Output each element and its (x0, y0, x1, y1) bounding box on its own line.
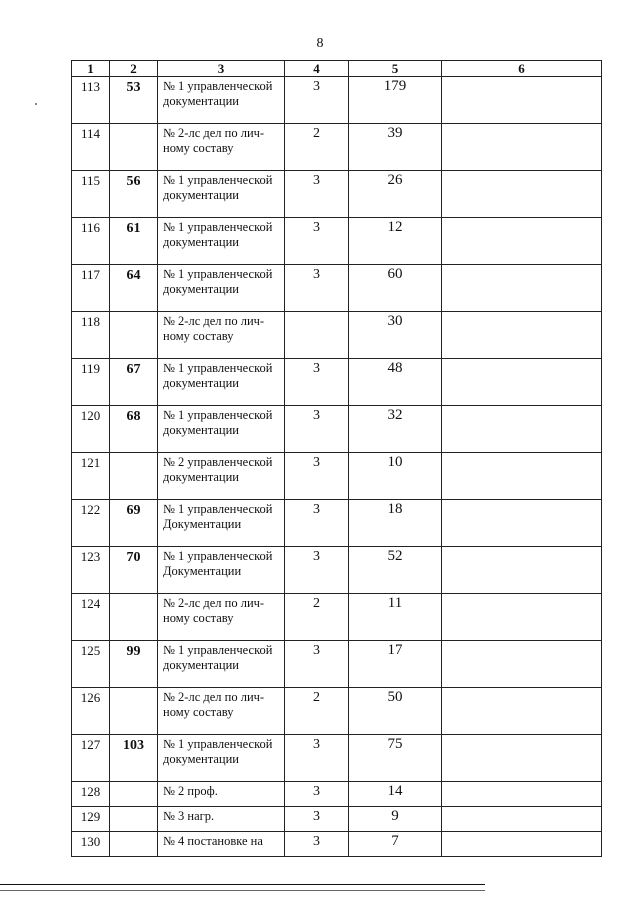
note-cell (442, 406, 602, 453)
table-row (72, 688, 602, 735)
row-number-cell: 120 (72, 406, 110, 453)
fund-number-cell: 103 (110, 735, 158, 782)
table-header-row (72, 61, 602, 77)
fund-number-cell (110, 807, 158, 832)
inventory-name-cell: № 2 проф. (158, 782, 285, 807)
column-header-5: 5 (349, 61, 442, 77)
fund-number-cell (110, 594, 158, 641)
inventory-name-cell: № 1 управленческой документации (158, 171, 285, 218)
file-count-cell: 50 (349, 688, 442, 735)
inventory-name-cell: № 1 управленческой документации (158, 735, 285, 782)
row-number-cell: 114 (72, 124, 110, 171)
table-body (72, 77, 602, 857)
note-cell (442, 312, 602, 359)
archive-table (71, 60, 602, 857)
fund-number-cell: 99 (110, 641, 158, 688)
row-number-cell: 123 (72, 547, 110, 594)
storage-period-cell: 3 (285, 406, 349, 453)
row-number-cell: 121 (72, 453, 110, 500)
bottom-divider (0, 884, 485, 885)
fund-number-cell (110, 453, 158, 500)
inventory-name-cell: № 1 управленческой документации (158, 218, 285, 265)
fund-number-cell (110, 124, 158, 171)
file-count-cell: 52 (349, 547, 442, 594)
file-count-cell: 179 (349, 77, 442, 124)
storage-period-cell: 3 (285, 265, 349, 312)
note-cell (442, 171, 602, 218)
storage-period-cell: 3 (285, 807, 349, 832)
inventory-name-cell: № 3 нагр. (158, 807, 285, 832)
file-count-cell: 14 (349, 782, 442, 807)
row-number-cell: 124 (72, 594, 110, 641)
storage-period-cell: 2 (285, 124, 349, 171)
bottom-divider-thin (0, 890, 485, 891)
file-count-cell: 9 (349, 807, 442, 832)
row-number-cell: 113 (72, 77, 110, 124)
file-count-cell: 18 (349, 500, 442, 547)
file-count-cell: 75 (349, 735, 442, 782)
table-row (72, 807, 602, 832)
row-number-cell: 125 (72, 641, 110, 688)
fund-number-cell: 67 (110, 359, 158, 406)
column-header-2: 2 (110, 61, 158, 77)
file-count-cell: 11 (349, 594, 442, 641)
row-number-cell: 119 (72, 359, 110, 406)
inventory-name-cell: № 2-лс дел по лич-ному составу (158, 312, 285, 359)
row-number-cell: 115 (72, 171, 110, 218)
table-row (72, 265, 602, 312)
file-count-cell: 26 (349, 171, 442, 218)
table-row (72, 171, 602, 218)
page-number: 8 (316, 36, 324, 51)
column-header-1: 1 (72, 61, 110, 77)
note-cell (442, 594, 602, 641)
file-count-cell: 60 (349, 265, 442, 312)
storage-period-cell: 3 (285, 641, 349, 688)
row-number-cell: 117 (72, 265, 110, 312)
fund-number-cell: 61 (110, 218, 158, 265)
note-cell (442, 124, 602, 171)
row-number-cell: 126 (72, 688, 110, 735)
note-cell (442, 688, 602, 735)
storage-period-cell: 3 (285, 500, 349, 547)
column-header-4: 4 (285, 61, 349, 77)
row-number-cell: 127 (72, 735, 110, 782)
inventory-name-cell: № 1 управленческой Документации (158, 500, 285, 547)
note-cell (442, 218, 602, 265)
storage-period-cell: 3 (285, 218, 349, 265)
fund-number-cell (110, 832, 158, 857)
inventory-name-cell: № 2-лс дел по лич-ному составу (158, 594, 285, 641)
note-cell (442, 807, 602, 832)
note-cell (442, 265, 602, 312)
fund-number-cell: 53 (110, 77, 158, 124)
fund-number-cell (110, 312, 158, 359)
file-count-cell: 7 (349, 832, 442, 857)
table-row (72, 500, 602, 547)
note-cell (442, 547, 602, 594)
fund-number-cell: 68 (110, 406, 158, 453)
table-row (72, 312, 602, 359)
fund-number-cell: 70 (110, 547, 158, 594)
row-number-cell: 118 (72, 312, 110, 359)
file-count-cell: 39 (349, 124, 442, 171)
table-row (72, 77, 602, 124)
table-row (72, 735, 602, 782)
inventory-name-cell: № 2 управленческой документации (158, 453, 285, 500)
storage-period-cell: 2 (285, 688, 349, 735)
note-cell (442, 359, 602, 406)
inventory-name-cell: № 1 управленческой документации (158, 265, 285, 312)
inventory-name-cell: № 4 постановке на (158, 832, 285, 857)
note-cell (442, 641, 602, 688)
inventory-name-cell: № 1 управленческой документации (158, 641, 285, 688)
row-number-cell: 122 (72, 500, 110, 547)
column-header-6: 6 (442, 61, 602, 77)
storage-period-cell: 3 (285, 359, 349, 406)
table-row (72, 782, 602, 807)
storage-period-cell: 3 (285, 735, 349, 782)
storage-period-cell: 3 (285, 782, 349, 807)
column-header-3: 3 (158, 61, 285, 77)
row-number-cell: 128 (72, 782, 110, 807)
storage-period-cell: 3 (285, 171, 349, 218)
note-cell (442, 735, 602, 782)
file-count-cell: 32 (349, 406, 442, 453)
file-count-cell: 48 (349, 359, 442, 406)
row-number-cell: 130 (72, 832, 110, 857)
table-row (72, 359, 602, 406)
storage-period-cell: 2 (285, 594, 349, 641)
fund-number-cell (110, 782, 158, 807)
inventory-name-cell: № 2-лс дел по лич-ному составу (158, 124, 285, 171)
inventory-name-cell: № 1 управленческой Документации (158, 547, 285, 594)
storage-period-cell: 3 (285, 547, 349, 594)
inventory-name-cell: № 2-лс дел по лич-ному составу (158, 688, 285, 735)
table-row (72, 641, 602, 688)
file-count-cell: 10 (349, 453, 442, 500)
inventory-name-cell: № 1 управленческой документации (158, 406, 285, 453)
table-row (72, 547, 602, 594)
file-count-cell: 17 (349, 641, 442, 688)
note-cell (442, 782, 602, 807)
table-row (72, 406, 602, 453)
storage-period-cell: 3 (285, 77, 349, 124)
inventory-name-cell: № 1 управленческой документации (158, 77, 285, 124)
file-count-cell: 30 (349, 312, 442, 359)
table-row (72, 453, 602, 500)
storage-period-cell: 3 (285, 832, 349, 857)
table-row (72, 594, 602, 641)
note-cell (442, 453, 602, 500)
margin-mark (35, 103, 37, 105)
table-row (72, 832, 602, 857)
table-row (72, 218, 602, 265)
storage-period-cell (285, 312, 349, 359)
fund-number-cell: 69 (110, 500, 158, 547)
note-cell (442, 77, 602, 124)
row-number-cell: 129 (72, 807, 110, 832)
row-number-cell: 116 (72, 218, 110, 265)
note-cell (442, 832, 602, 857)
file-count-cell: 12 (349, 218, 442, 265)
storage-period-cell: 3 (285, 453, 349, 500)
fund-number-cell: 64 (110, 265, 158, 312)
note-cell (442, 500, 602, 547)
fund-number-cell (110, 688, 158, 735)
inventory-name-cell: № 1 управленческой документации (158, 359, 285, 406)
fund-number-cell: 56 (110, 171, 158, 218)
table-row (72, 124, 602, 171)
